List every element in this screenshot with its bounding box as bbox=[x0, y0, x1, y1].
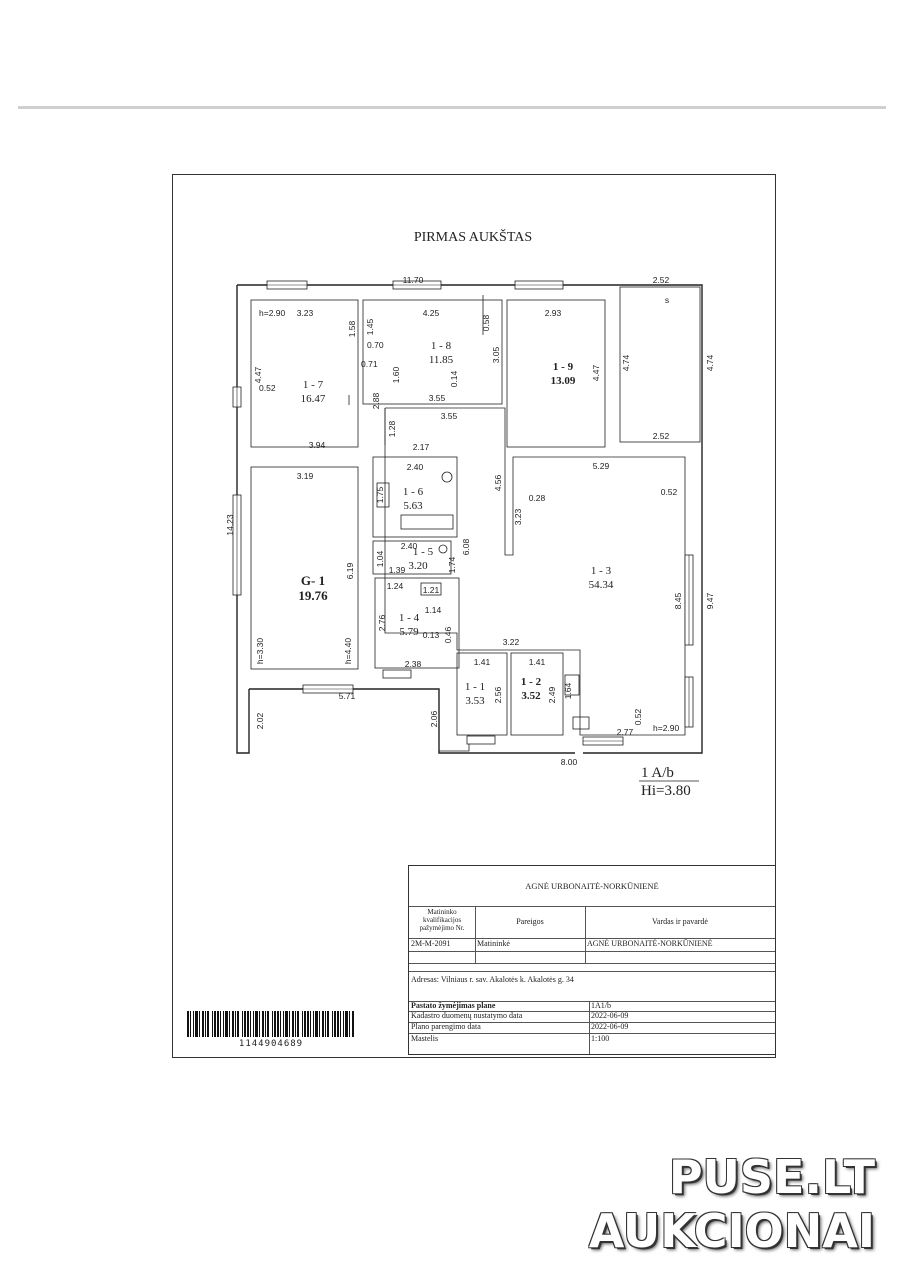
address: Adresas: Vilniaus r. sav. Akalotės k. Akalotės g. 34 bbox=[411, 975, 574, 984]
dimension-labels bbox=[225, 275, 715, 767]
dim-label: 2.77 bbox=[616, 727, 634, 737]
dim-label: 1.74 bbox=[447, 556, 457, 574]
dim-label: 8.00 bbox=[560, 757, 578, 767]
room-1-5-area: 3.20 bbox=[408, 560, 428, 572]
surveyor-name: AGNĖ URBONAITĖ-NORKŪNIENĖ bbox=[587, 939, 713, 948]
dim-label: 1.45 bbox=[365, 318, 375, 336]
dim-label: 0.28 bbox=[528, 493, 546, 503]
floor-plan-sheet bbox=[172, 174, 776, 1058]
barcode-bar bbox=[247, 1011, 249, 1037]
room-1-6-area: 5.63 bbox=[403, 500, 423, 512]
dim-label: 4.74 bbox=[621, 354, 631, 372]
dim-label: 2.06 bbox=[429, 710, 439, 728]
dim-label: 4.47 bbox=[253, 366, 263, 384]
info-value: 1:100 bbox=[591, 1034, 610, 1043]
room-1-9-area: 13.09 bbox=[550, 375, 576, 387]
barcode-bar bbox=[232, 1011, 234, 1037]
dim-label: 1.21 bbox=[422, 585, 440, 595]
dim-label: 9.47 bbox=[705, 592, 715, 610]
barcode-bar bbox=[244, 1011, 246, 1037]
barcode-bar bbox=[242, 1011, 243, 1037]
barcode-bar bbox=[352, 1011, 354, 1037]
barcode-bar bbox=[337, 1011, 339, 1037]
room-1-9-id: 1 - 9 bbox=[552, 361, 574, 373]
barcode-bar bbox=[199, 1011, 200, 1037]
room-1-8-id: 1 - 8 bbox=[430, 340, 452, 352]
title-block-columns bbox=[409, 906, 775, 939]
dim-label: 11.70 bbox=[402, 275, 424, 285]
dim-label: 3.23 bbox=[296, 308, 314, 318]
barcode-bar bbox=[340, 1011, 341, 1037]
dim-label: 2.88 bbox=[371, 392, 381, 410]
dim-label: 0.58 bbox=[481, 314, 491, 332]
room-1-8-area: 11.85 bbox=[428, 354, 454, 366]
dim-label: 0.13 bbox=[422, 630, 440, 640]
barcode-bar bbox=[202, 1011, 204, 1037]
watermark-line-1: PUSE.LT bbox=[668, 1150, 875, 1204]
surveyor-position: Matininkė bbox=[477, 939, 510, 948]
dim-label: 1.39 bbox=[388, 565, 406, 575]
dim-label: 0.46 bbox=[443, 626, 453, 644]
barcode-bar bbox=[262, 1011, 264, 1037]
info-label: Kadastro duomenų nustatymo data bbox=[411, 1011, 523, 1020]
dim-label: 3.23 bbox=[513, 508, 523, 526]
barcode-bar bbox=[214, 1011, 216, 1037]
room-1-2-area: 3.52 bbox=[521, 690, 541, 702]
dim-label: h=2.90 bbox=[259, 308, 286, 318]
barcode-bar bbox=[235, 1011, 236, 1037]
dim-label: 1.75 bbox=[375, 486, 385, 504]
room-1-4-id: 1 - 4 bbox=[398, 612, 420, 624]
col-cert-label: Matininko kvalifikacijos pažymėjimo Nr. bbox=[419, 908, 465, 932]
room-1-5-id: 1 - 5 bbox=[412, 546, 434, 558]
dim-label: h=3.30 bbox=[255, 637, 265, 665]
barcode-bar bbox=[315, 1011, 318, 1037]
info-label: Mastelis bbox=[411, 1034, 439, 1043]
barcode-bar bbox=[327, 1011, 329, 1037]
dim-label: 3.55 bbox=[440, 411, 458, 421]
info-row bbox=[409, 1033, 775, 1054]
dim-label: 0.52 bbox=[633, 708, 643, 726]
top-divider bbox=[18, 106, 886, 109]
barcode-bar bbox=[195, 1011, 198, 1037]
dim-label: 6.19 bbox=[345, 562, 355, 580]
dim-label: 2.52 bbox=[652, 431, 670, 441]
room-1-1-area: 3.53 bbox=[465, 695, 485, 707]
barcode-bar bbox=[343, 1011, 344, 1037]
info-value: 2022-06-09 bbox=[591, 1011, 629, 1020]
barcode-bar bbox=[285, 1011, 288, 1037]
col-name-label: Vardas ir pavardė bbox=[652, 917, 708, 926]
dim-label: 4.47 bbox=[591, 364, 601, 382]
owner-header: AGNĖ URBONAITĖ-NORKŪNIENĖ bbox=[525, 881, 659, 891]
dim-label: 0.52 bbox=[660, 487, 678, 497]
barcode-bar bbox=[223, 1011, 224, 1037]
dim-label: 0.52 bbox=[259, 383, 276, 393]
barcode-bar bbox=[220, 1011, 221, 1037]
room-1-2-id: 1 - 2 bbox=[520, 676, 542, 688]
barcode-bar bbox=[217, 1011, 219, 1037]
barcode-bar bbox=[205, 1011, 206, 1037]
dim-label: 0.70 bbox=[367, 340, 384, 350]
info-label: Plano parengimo data bbox=[411, 1022, 481, 1031]
dim-label: 2.49 bbox=[547, 686, 557, 704]
dim-label: 3.05 bbox=[491, 346, 501, 364]
dim-label: 1.24 bbox=[386, 581, 404, 591]
barcode-bar bbox=[250, 1011, 251, 1037]
dim-label: 2.40 bbox=[406, 462, 424, 472]
dim-label: 4.56 bbox=[493, 474, 503, 492]
barcode-bar bbox=[292, 1011, 294, 1037]
dim-label: h=2.90 bbox=[653, 723, 680, 733]
room-1-3-area: 54.34 bbox=[588, 579, 614, 591]
dim-label: 2.40 bbox=[400, 541, 418, 551]
barcode-bar bbox=[304, 1011, 306, 1037]
info-label: Pastato žymėjimas plane bbox=[411, 1001, 496, 1010]
dim-label: 2.52 bbox=[652, 275, 670, 285]
dim-label: h=4.40 bbox=[343, 637, 353, 665]
dim-label: 2.76 bbox=[377, 614, 387, 632]
barcode-bar bbox=[207, 1011, 209, 1037]
barcode-bar bbox=[334, 1011, 336, 1037]
room-1-3-id: 1 - 3 bbox=[590, 565, 612, 577]
info-value: 1A1/b bbox=[591, 1001, 611, 1010]
barcode-bar bbox=[229, 1011, 230, 1037]
title-block-header bbox=[409, 866, 775, 907]
barcode-bar bbox=[322, 1011, 324, 1037]
barcode-bar bbox=[277, 1011, 279, 1037]
dim-label: s bbox=[664, 295, 670, 305]
barcode-bar bbox=[212, 1011, 213, 1037]
room-1-7-area: 16.47 bbox=[300, 393, 326, 405]
windows bbox=[233, 281, 693, 745]
height-label: Hi=3.80 bbox=[641, 783, 691, 799]
room-g-1-area: 19.76 bbox=[298, 588, 328, 603]
dim-label: 3.55 bbox=[428, 393, 446, 403]
barcode-bar bbox=[310, 1011, 311, 1037]
barcode-bar bbox=[193, 1011, 194, 1037]
barcode-bar bbox=[259, 1011, 260, 1037]
barcode-bar bbox=[325, 1011, 326, 1037]
dim-label: 1.60 bbox=[391, 366, 401, 384]
dim-label: 3.22 bbox=[502, 637, 520, 647]
barcode-bar bbox=[280, 1011, 281, 1037]
cert-number: 2M-M-2091 bbox=[411, 939, 451, 948]
dim-label: 8.45 bbox=[673, 592, 683, 610]
address-row bbox=[409, 971, 775, 1002]
floor-title: PIRMAS AUKŠTAS bbox=[413, 230, 533, 245]
barcode-bar bbox=[295, 1011, 296, 1037]
barcode-bar bbox=[187, 1011, 189, 1037]
room-1-4-area: 5.79 bbox=[399, 626, 419, 638]
room-1-1-id: 1 - 1 bbox=[464, 681, 486, 693]
dim-label: 2.38 bbox=[404, 659, 422, 669]
barcode-bar bbox=[319, 1011, 320, 1037]
barcode-number: 1144904689 bbox=[238, 1039, 304, 1049]
col-position-label: Pareigos bbox=[516, 917, 544, 926]
room-1-6-id: 1 - 6 bbox=[402, 486, 424, 498]
dim-label: 6.08 bbox=[461, 538, 471, 556]
barcode-bar bbox=[265, 1011, 266, 1037]
barcode-bar bbox=[237, 1011, 239, 1037]
barcode-bar bbox=[297, 1011, 299, 1037]
dim-label: 1.28 bbox=[387, 420, 397, 438]
title-block bbox=[408, 865, 776, 1055]
dim-label: 4.74 bbox=[705, 354, 715, 372]
dim-label: 14.23 bbox=[225, 514, 235, 536]
barcode bbox=[187, 1011, 355, 1037]
dim-label: 5.29 bbox=[592, 461, 610, 471]
dim-label: 1.04 bbox=[375, 550, 385, 568]
barcode-bar bbox=[253, 1011, 254, 1037]
barcode-bar bbox=[225, 1011, 228, 1037]
barcode-bar bbox=[190, 1011, 191, 1037]
dim-label: 0.14 bbox=[449, 370, 459, 388]
barcode-bar bbox=[274, 1011, 276, 1037]
dim-label: 1.41 bbox=[473, 657, 491, 667]
dim-label: 4.25 bbox=[422, 308, 440, 318]
info-value: 2022-06-09 bbox=[591, 1022, 629, 1031]
watermark-line-2: AUKCIONAI bbox=[588, 1204, 875, 1258]
barcode-bar bbox=[313, 1011, 314, 1037]
dim-label: 3.19 bbox=[296, 471, 314, 481]
room-g-1-id: G- 1 bbox=[300, 573, 326, 588]
dim-label: 1.14 bbox=[424, 605, 442, 615]
room-1-7-id: 1 - 7 bbox=[302, 379, 324, 391]
dim-label: 3.94 bbox=[308, 440, 326, 450]
dim-label: 5.71 bbox=[338, 691, 356, 701]
barcode-bar bbox=[272, 1011, 273, 1037]
dim-label: 1.41 bbox=[528, 657, 546, 667]
barcode-bar bbox=[307, 1011, 309, 1037]
barcode-bar bbox=[332, 1011, 333, 1037]
building-code: 1 A/b bbox=[641, 765, 674, 781]
barcode-bar bbox=[283, 1011, 284, 1037]
barcode-bar bbox=[345, 1011, 348, 1037]
dim-label: 1.58 bbox=[347, 320, 357, 338]
dim-label: 2.02 bbox=[255, 712, 265, 730]
dim-label: 1.64 bbox=[563, 682, 573, 700]
dim-label: 2.56 bbox=[493, 686, 503, 704]
barcode-bar bbox=[267, 1011, 269, 1037]
barcode-bar bbox=[349, 1011, 350, 1037]
dim-label: 2.93 bbox=[544, 308, 562, 318]
dim-label: 2.17 bbox=[412, 442, 430, 452]
barcode-bar bbox=[289, 1011, 290, 1037]
barcode-bar bbox=[302, 1011, 303, 1037]
surveyor-row bbox=[409, 938, 775, 952]
barcode-bar bbox=[255, 1011, 258, 1037]
dim-label: 0.71 bbox=[361, 359, 378, 369]
